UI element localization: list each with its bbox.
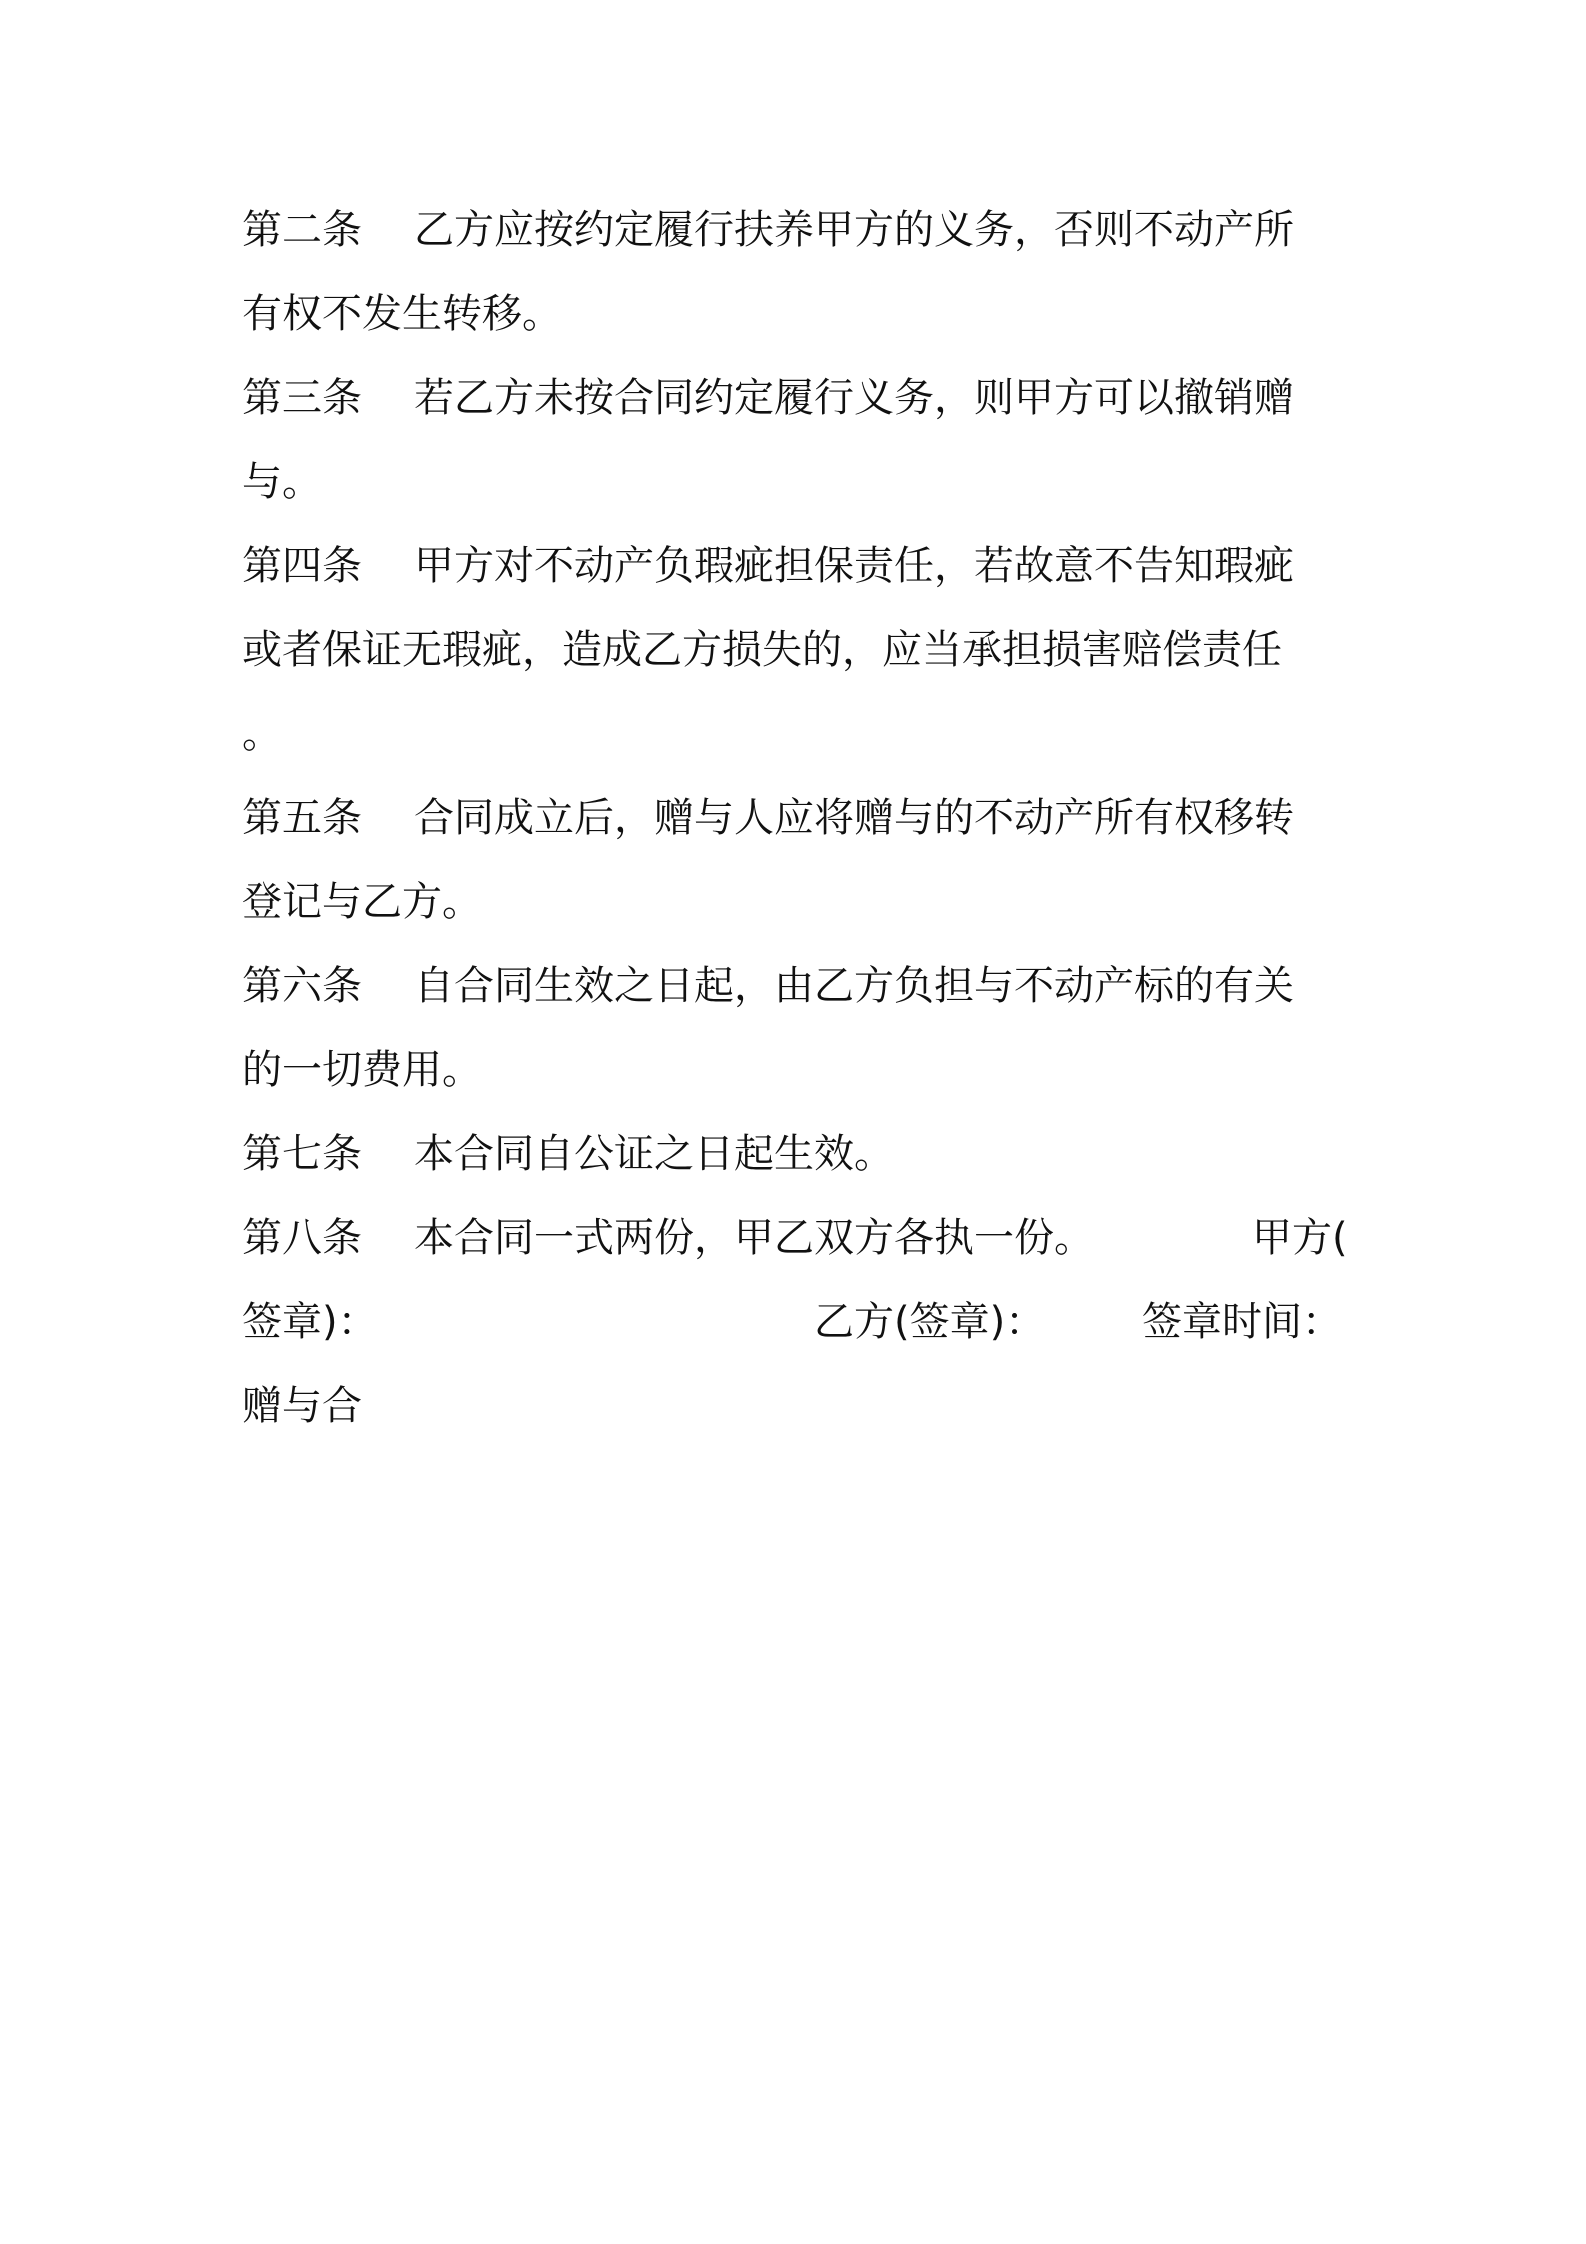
clause-3-line-1 xyxy=(242,356,1352,440)
clause-2-line-2 xyxy=(242,272,1352,356)
clause-label: 第六条 xyxy=(242,963,362,1009)
clause-8-line-1 xyxy=(242,1196,1352,1280)
clause-label: 第二条 xyxy=(242,207,362,253)
clause-text: 自合同生效之日起，由乙方负担与不动产标的有关 xyxy=(414,963,1294,1009)
clause-6-line-1 xyxy=(242,944,1352,1028)
clause-text: 本合同一式两份，甲乙双方各执一份。 xyxy=(414,1215,1094,1261)
clause-3-line-2 xyxy=(242,440,1352,524)
clause-label: 第五条 xyxy=(242,795,362,841)
clause-4-line-2 xyxy=(242,608,1352,692)
clause-4-line-1 xyxy=(242,524,1352,608)
clause-text: 与。 xyxy=(242,459,322,505)
signature-time-label: 签章时间： xyxy=(1142,1299,1342,1345)
clause-text: 或者保证无瑕疵，造成乙方损失的，应当承担损害赔偿责任 xyxy=(242,627,1282,673)
clause-text: 本合同自公证之日起生效。 xyxy=(414,1131,894,1177)
clause-label: 第七条 xyxy=(242,1131,362,1177)
clause-text: 的一切费用。 xyxy=(242,1047,482,1093)
clause-5-line-1 xyxy=(242,776,1352,860)
clause-text: 甲方对不动产负瑕疵担保责任，若故意不告知瑕疵 xyxy=(414,543,1294,589)
party-a-signature-label-end: 签章)： xyxy=(242,1299,378,1345)
signature-line xyxy=(242,1280,1352,1364)
party-b-signature-label: 乙方(签章)： xyxy=(814,1299,1046,1345)
clause-text: 登记与乙方。 xyxy=(242,879,482,925)
clause-6-line-2 xyxy=(242,1028,1352,1112)
clause-7-line-1 xyxy=(242,1112,1352,1196)
clause-label: 第四条 xyxy=(242,543,362,589)
clause-text: 。 xyxy=(242,711,282,757)
trailing-text-line xyxy=(242,1364,1352,1448)
clause-5-line-2 xyxy=(242,860,1352,944)
clause-2-line-1 xyxy=(242,188,1352,272)
clause-text: 若乙方未按合同约定履行义务，则甲方可以撤销赠 xyxy=(414,375,1294,421)
clause-4-line-3 xyxy=(242,692,1352,776)
clause-label: 第八条 xyxy=(242,1215,362,1261)
clause-text: 有权不发生转移。 xyxy=(242,291,562,337)
party-a-signature-label-start: 甲方( xyxy=(1252,1215,1348,1261)
trailing-text: 赠与合 xyxy=(242,1383,362,1429)
clause-text: 乙方应按约定履行扶养甲方的义务，否则不动产所 xyxy=(414,207,1294,253)
clause-label: 第三条 xyxy=(242,375,362,421)
clause-text: 合同成立后，赠与人应将赠与的不动产所有权移转 xyxy=(414,795,1294,841)
contract-body xyxy=(242,188,1352,1448)
